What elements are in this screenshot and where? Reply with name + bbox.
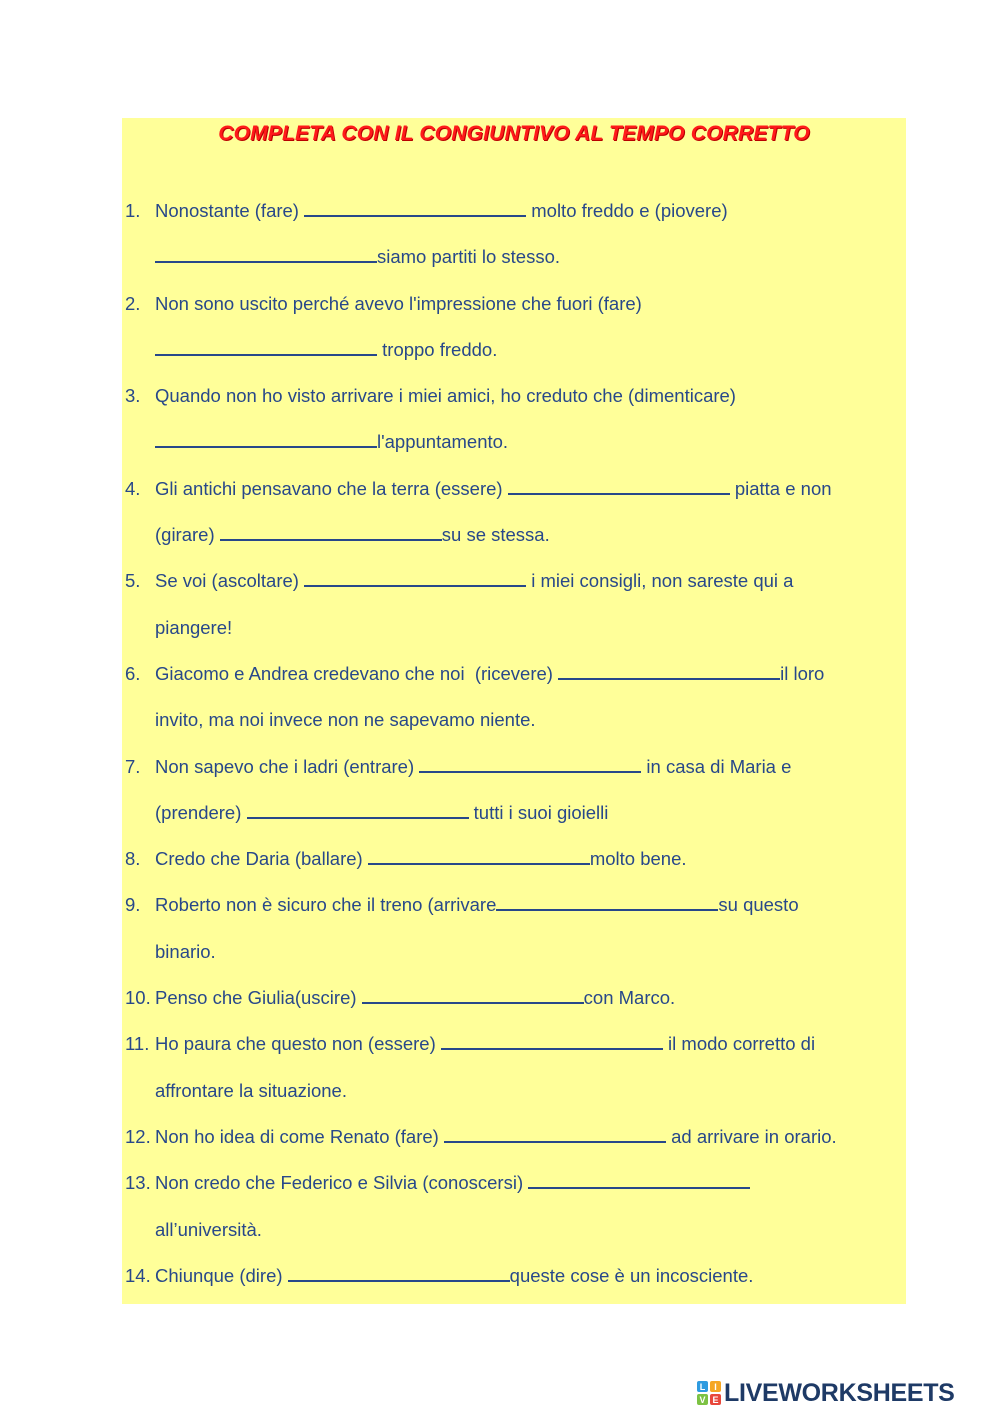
exercise-item	[122, 1160, 906, 1253]
exercise-line	[155, 188, 906, 234]
exercise-text: Chiunque (dire)	[155, 1264, 288, 1286]
exercise-line	[155, 1253, 906, 1299]
exercise-line	[155, 975, 906, 1021]
exercise-number: 14.	[125, 1264, 151, 1286]
exercise-line	[155, 281, 906, 327]
exercise-item	[122, 373, 906, 466]
exercise-text: Non sapevo che i ladri (entrare)	[155, 755, 420, 777]
svg-text:L: L	[699, 1382, 706, 1392]
exercise-line	[155, 1068, 906, 1114]
exercise-text: queste cose è un incosciente.	[509, 1264, 754, 1286]
exercise-number: 3.	[125, 385, 141, 407]
exercise-number: 8.	[125, 848, 141, 870]
exercise-line	[155, 419, 906, 465]
exercise-item	[122, 281, 906, 374]
exercise-line	[155, 558, 906, 604]
answer-blank[interactable]	[155, 336, 377, 356]
exercise-text: tutti i suoi gioielli	[468, 801, 609, 823]
exercise-item	[122, 1021, 906, 1114]
exercise-text: binario.	[155, 940, 216, 962]
answer-blank[interactable]	[304, 567, 526, 587]
exercise-line	[155, 466, 906, 512]
exercise-text: piangere!	[155, 616, 233, 638]
exercise-number: 11.	[125, 1033, 150, 1055]
exercise-text: piatta e non	[729, 477, 832, 499]
exercise-item	[122, 744, 906, 837]
exercise-line	[155, 836, 906, 882]
exercise-text: Nonostante (fare)	[155, 200, 305, 221]
answer-blank[interactable]	[444, 1123, 666, 1143]
svg-text:E: E	[712, 1395, 719, 1405]
answer-blank[interactable]	[441, 1030, 663, 1050]
exercise-line	[155, 234, 906, 280]
exercise-text: Giacomo e Andrea credevano che noi (ricevere)	[155, 662, 559, 684]
exercise-text: il modo corretto di	[662, 1033, 816, 1055]
exercise-text: Se voi (ascoltare)	[155, 570, 305, 592]
svg-text:I: I	[714, 1382, 717, 1392]
exercise-line	[155, 929, 906, 975]
answer-blank[interactable]	[362, 984, 584, 1004]
exercise-text: Credo che Daria (ballare)	[155, 848, 368, 870]
exercise-number: 4.	[125, 477, 141, 499]
exercise-text: su se stessa.	[441, 524, 550, 546]
exercise-item	[122, 1114, 906, 1160]
exercise-text: affrontare la situazione.	[155, 1079, 347, 1101]
exercise-number: 7.	[125, 755, 141, 777]
exercise-item	[122, 651, 906, 744]
answer-blank[interactable]	[496, 891, 718, 911]
exercise-line	[155, 697, 906, 743]
exercise-line	[155, 1160, 906, 1206]
exercise-item	[122, 188, 906, 281]
exercise-text: Gli antichi pensavano che la terra (essere)	[155, 477, 508, 499]
exercise-number: 6.	[125, 662, 141, 684]
exercise-text: su questo	[718, 894, 799, 916]
exercise-number: 1.	[125, 200, 141, 221]
exercise-text: Penso che Giulia(uscire)	[155, 987, 362, 1009]
exercise-text: invito, ma noi invece non ne sapevamo niente.	[155, 709, 536, 731]
brand-name: LIVEWORKSHEETS	[724, 1378, 955, 1407]
exercise-number: 2.	[125, 292, 141, 314]
exercise-item	[122, 558, 906, 651]
exercise-line	[155, 1021, 906, 1067]
exercise-text: l'appuntamento.	[377, 431, 509, 453]
exercise-line	[155, 327, 906, 373]
answer-blank[interactable]	[528, 1169, 750, 1189]
exercise-line	[155, 651, 906, 697]
exercise-text: molto freddo e (piovere)	[526, 200, 728, 221]
exercise-text: Ho paura che questo non (essere)	[155, 1033, 441, 1055]
exercise-line	[155, 1114, 906, 1160]
exercise-line	[155, 605, 906, 651]
exercise-text: il loro	[780, 662, 825, 684]
exercise-item	[122, 466, 906, 559]
answer-blank[interactable]	[155, 243, 377, 263]
exercise-item	[122, 1253, 906, 1299]
exercise-item	[122, 882, 906, 975]
exercise-line	[155, 373, 906, 419]
exercise-text: molto bene.	[589, 848, 687, 870]
exercise-line	[155, 512, 906, 558]
exercise-item	[122, 836, 906, 882]
exercise-item	[122, 975, 906, 1021]
exercise-text: Roberto non è sicuro che il treno (arrivare	[155, 894, 497, 916]
exercise-text: ad arrivare in orario.	[665, 1125, 837, 1147]
exercise-line	[155, 1207, 906, 1253]
answer-blank[interactable]	[220, 521, 442, 541]
answer-blank[interactable]	[508, 475, 730, 495]
worksheet	[122, 118, 906, 1304]
exercise-number: 5.	[125, 570, 141, 592]
exercise-text: in casa di Maria e	[641, 755, 792, 777]
exercise-text: Non sono uscito perché avevo l'impressione che fuori (fare)	[155, 292, 642, 314]
exercise-text: i miei consigli, non sareste qui a	[526, 570, 794, 592]
answer-blank[interactable]	[247, 799, 469, 819]
exercise-text: Non ho idea di come Renato (fare)	[155, 1125, 444, 1147]
answer-blank[interactable]	[288, 1262, 510, 1282]
exercise-text: Non credo che Federico e Silvia (conoscersi)	[155, 1172, 529, 1194]
exercise-text: con Marco.	[583, 987, 676, 1009]
worksheet-title: COMPLETA CON IL CONGIUNTIVO AL TEMPO CORRETTO	[218, 122, 810, 145]
answer-blank[interactable]	[419, 753, 641, 773]
liveworksheets-icon	[697, 1381, 721, 1405]
exercise-text: troppo freddo.	[377, 338, 498, 360]
exercise-text: (prendere)	[155, 801, 247, 823]
exercise-number: 10.	[125, 987, 151, 1009]
answer-blank[interactable]	[368, 845, 590, 865]
exercise-number: 13.	[125, 1172, 151, 1194]
exercise-line	[155, 744, 906, 790]
exercise-text: siamo partiti lo stesso.	[377, 246, 561, 268]
answer-blank[interactable]	[558, 660, 780, 680]
exercise-text: (girare)	[155, 524, 220, 546]
answer-blank[interactable]	[155, 428, 377, 448]
exercise-text: all’università.	[155, 1218, 262, 1240]
answer-blank[interactable]	[304, 197, 526, 217]
exercise-number: 12.	[125, 1125, 151, 1147]
exercise-number: 9.	[125, 894, 141, 916]
exercise-list	[122, 188, 906, 1299]
liveworksheets-logo[interactable]	[697, 1380, 955, 1406]
exercise-line	[155, 790, 906, 836]
exercise-text: Quando non ho visto arrivare i miei amici, ho creduto che (dimenticare)	[155, 385, 736, 407]
svg-text:V: V	[699, 1395, 706, 1405]
exercise-line	[155, 882, 906, 928]
